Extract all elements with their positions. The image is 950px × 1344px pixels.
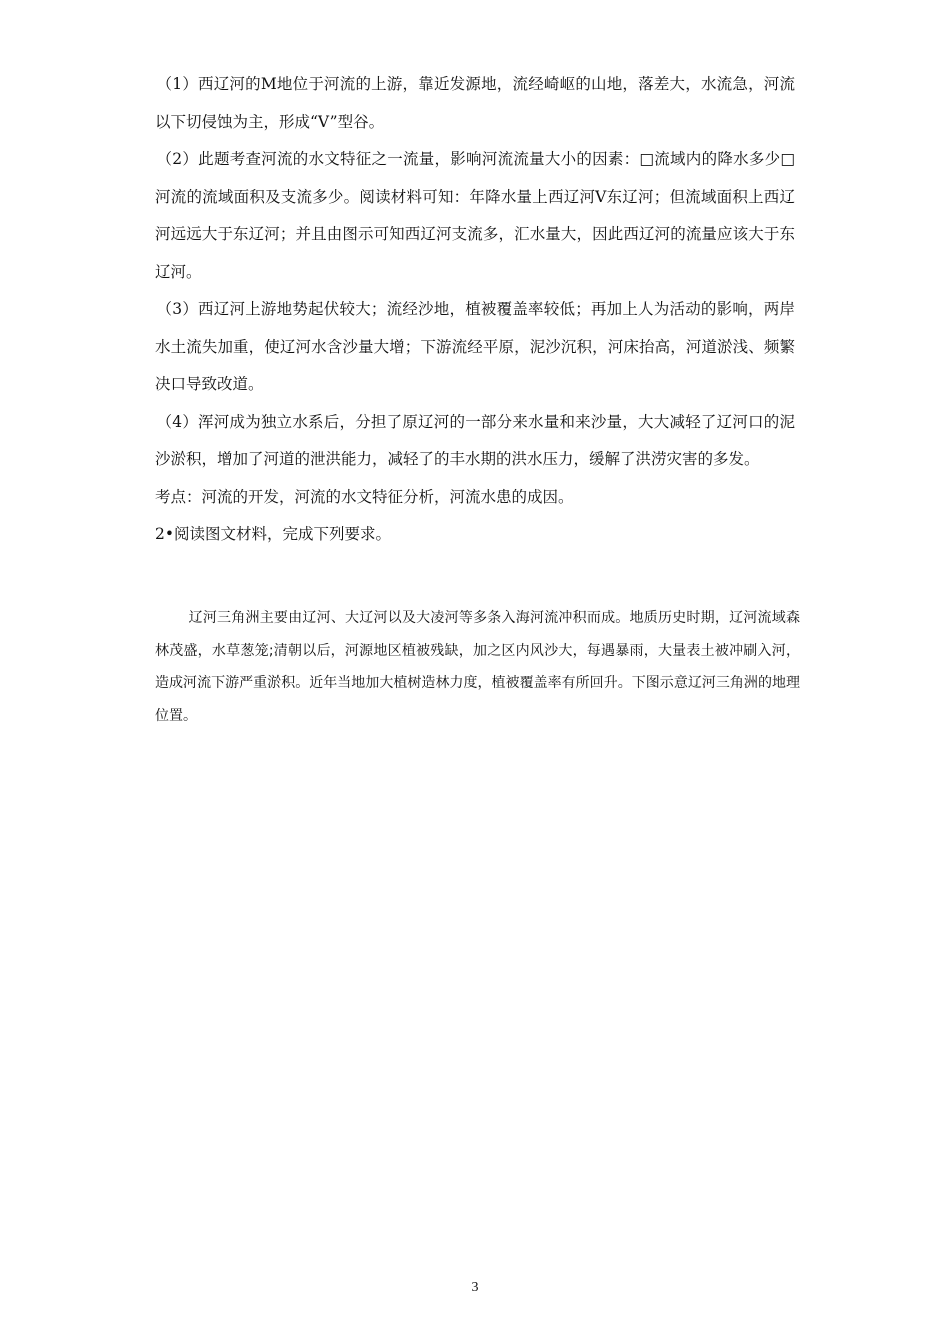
material-paragraph: 辽河三角洲主要由辽河、大辽河以及大凌河等多条入海河流冲积而成。地质历史时期，辽河流域森林茂盛，水草葱笼;清朝以后，河源地区植被残缺，加之区内风沙大，每遇暴雨，大量表土被冲刷入河，造成河流下游严重淤积。近年当地加大植树造林力度，植被覆盖率有所回升。下图示意辽河三角洲的地理位置。	[155, 610, 800, 724]
answer-1: （1）西辽河的M地位于河流的上游，靠近发源地，流经崎岖的山地，落差大，水流急，河流以下切侵蚀为主，形成“V”型谷。	[155, 75, 795, 131]
answer-3: （3）西辽河上游地势起伏较大；流经沙地，植被覆盖率较低；再加上人为活动的影响，两岸水土流失加重，使辽河水含沙量大增；下游流经平原，泥沙沉积，河床抬高，河道淤浅、频繁决口导致改道。	[155, 300, 795, 393]
exam-points: 考点：河流的开发，河流的水文特征分析，河流水患的成因。	[155, 487, 574, 506]
page-number: 3	[471, 1280, 479, 1295]
answer-2: （2）此题考查河流的水文特征之一流量，影响河流流量大小的因素：□流域内的降水多少□河流的流域面积及支流多少。阅读材料可知：年降水量上西辽河V东辽河；但流域面积上西辽河远远大于东辽河；并且由图示可知西辽河支流多，汇水量大，因此西辽河的流量应该大于东辽河。	[155, 150, 795, 281]
answer-section	[155, 66, 795, 554]
question-2-heading: 2•阅读图文材料，完成下列要求。	[155, 525, 392, 543]
reading-material	[155, 602, 800, 732]
answer-4: （4）浑河成为独立水系后，分担了原辽河的一部分来水量和来沙量，大大减轻了辽河口的泥沙淤积，增加了河道的泄洪能力，减轻了的丰水期的洪水压力，缓解了洪涝灾害的多发。	[155, 412, 795, 468]
